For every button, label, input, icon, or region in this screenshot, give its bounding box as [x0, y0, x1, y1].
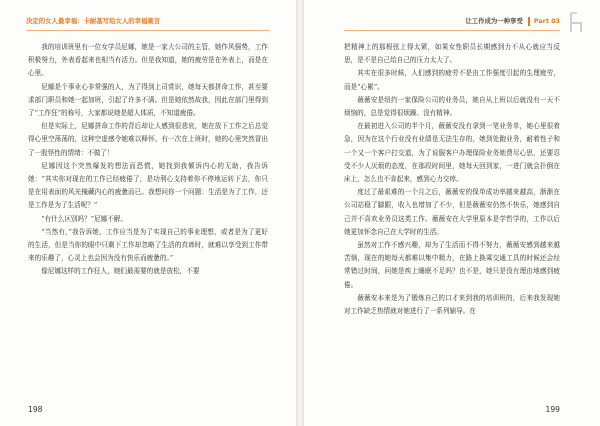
section-title: 让工作成为一种享受 [465, 17, 523, 25]
left-running-header [26, 14, 270, 28]
part-label: Part 03 [533, 17, 560, 25]
right-running-header [344, 14, 560, 28]
paragraph: “当然有，”我告诉她，工作应当是为了实现自己的事业理想，或者是为了更好的生活，但是当你的眼中只剩下工作却忽略了生活的真谛时，就难以享受到工作带来的乐趣了，心灵上也会因为没有快乐而疲惫的。” [28, 227, 268, 263]
paragraph: 但是实际上，尼娜拼命工作的背后却让人感到很悲哀，她在放下工作之后总觉得心里空荡荡的，这种空虚感令她难以释怀。有一次在上班时，她的心里突然冒出了一股怪性的情绪：不做了！ [28, 122, 268, 157]
paragraph: 我的培训班里有一位女学员尼娜，她是一家大公司的主管，她作风强势，工作积极努力，外表看起来也相当有活力。但是我知道，她的疲劳是在外表上，而是在心里。 [28, 43, 268, 78]
header-divider [528, 17, 530, 26]
right-body-text [344, 41, 560, 318]
left-body-text [28, 41, 268, 279]
right-header-rule [344, 30, 560, 31]
paragraph: 其实在很多时候，人们感到的疲劳不是由工作强度引起的生理疲劳，而是“心累”。 [344, 69, 560, 91]
left-header-rule [26, 30, 270, 31]
book-title: 决定的女人最幸福：卡耐基写给女人的幸福箴言 [26, 17, 161, 25]
paragraph: 在最初进入公司的半个月，薇薇安没有拿到一笔业务单，她心里很着急，因为在这个行业没有业绩是无法生存的，她到处跑业务，耐着性子和一个又一个客户打交道，为了说服客户办理保险业务她费尽心思，还要忍受不少人厌烦的态度，在那段时间里，她每天回到家，一进门就会扑倒在床上，怎么也不肯起来，感到心力交瘁。 [344, 122, 560, 184]
paragraph: 度过了最艰难的一个月之后，薇薇安的保单成功率越来越高，渐渐在公司站稳了脚跟，收入也增加了不少，但是薇薇安仍然不快乐，她感到自己并不喜欢业务员这类工作。薇薇安在大学里原本是学哲学的，工作以后她更加怀念自己在大学时的生活。 [344, 188, 560, 236]
paragraph: 把精神上的那根弦上得太紧，如果女性职员长期感到力不从心就应当反思，是不是自己给自己的压力太大了。 [344, 43, 560, 65]
left-page-number: 198 [28, 405, 43, 414]
chair-icon [564, 10, 586, 36]
paragraph: 尼娜是个事业心非常强的人，为了得到上司赏识，她每天都拼命工作，甚至要求部门职员和她一起加班，引起了许多不满。但是她依然故我，因此在部门里得到了“工作狂”的称号，大家都说她是超人体质，不知道疲倦。 [28, 82, 268, 118]
paragraph: 像尼娜这样的工作狂人，她们最需要的就是放松，不要 [41, 267, 200, 276]
paragraph: 薇薇安本来是为了锻炼自己的口才来到我的培训班的，后来我发现她对工作缺乏热情就对她进行了一系列辅导。在 [344, 293, 560, 316]
right-page-number: 199 [545, 405, 560, 414]
book-gutter [296, 0, 304, 426]
paragraph: 薇薇安是纽约一家保险公司的业务员，她自从上班以后就没有一天不烦恼的，总是觉得很烦躁、没有精神。 [344, 95, 560, 118]
left-page [0, 0, 296, 426]
paragraph: 尼娜因这个突然爆发的想法而恐慌，她找到我倾诉内心的无助，我告诉她：“其实你对现在的工作已经疲倦了，是功利心支持着你不停地运转下去，你只是在用表面的风光掩藏内心的疲惫而已。我想问你一个问题：生活是为了工作，还是工作是为了生活呢？” [28, 161, 268, 210]
right-page [304, 0, 600, 426]
paragraph: 虽然对工作不感兴趣，却为了生活而不得不努力，薇薇安感到越来越苦恼，现在的她每天都难以集中精力，在路上换乘交通工具的时候还会经常错过时间，问她是疾上睡眠不足吗？也不是，她只是没有理由地感到疲倦。 [344, 241, 560, 289]
paragraph: “有什么区别吗？”尼娜不解。 [41, 214, 128, 223]
